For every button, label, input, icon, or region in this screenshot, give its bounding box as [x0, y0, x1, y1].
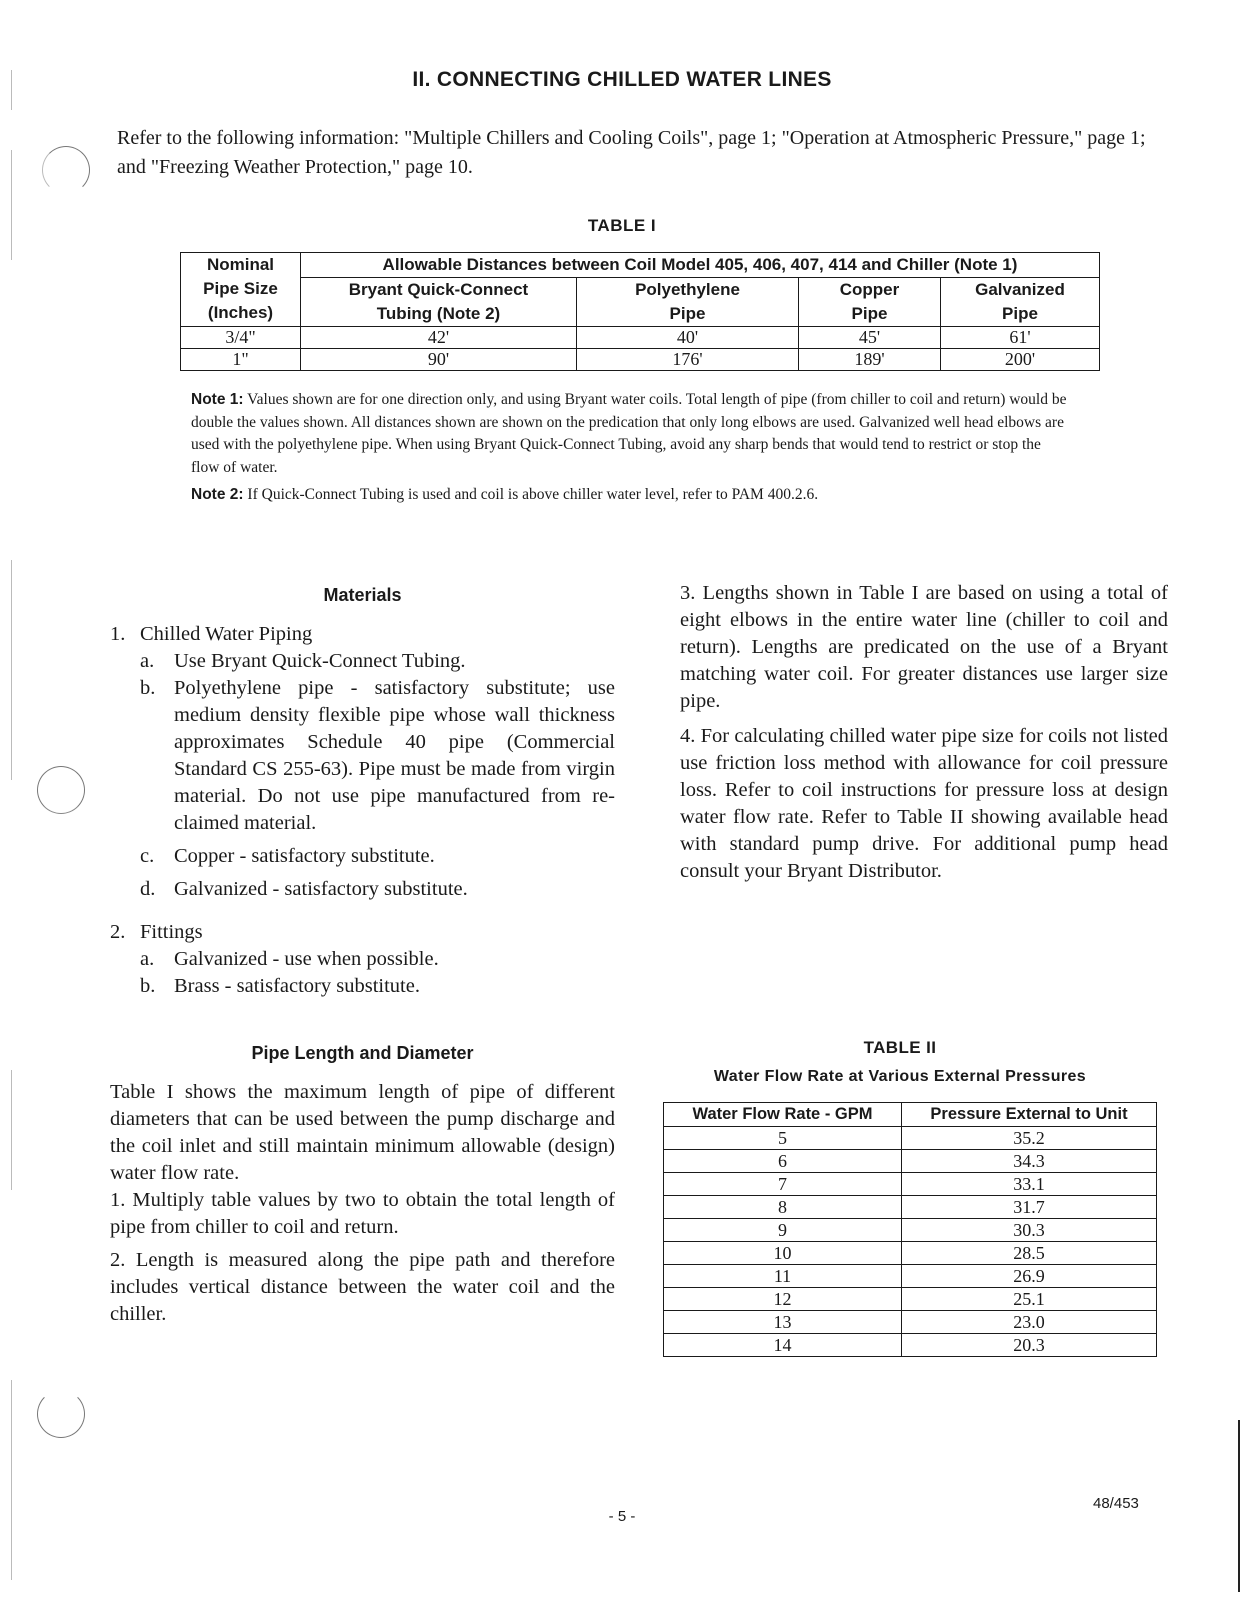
sub-text: Copper - satisfactory substitute.: [174, 845, 435, 867]
sub-label: a.: [140, 650, 155, 672]
table-row: [664, 1173, 1157, 1196]
table-cell: 90': [301, 349, 577, 371]
header-line: Pipe: [851, 304, 888, 323]
table-row: [664, 1150, 1157, 1173]
table-cell: 31.7: [902, 1196, 1157, 1219]
table-cell: 189': [799, 349, 941, 371]
pipe-length-heading: Pipe Length and Diameter: [251, 1043, 474, 1063]
document-code: 48/453: [1093, 1495, 1139, 1512]
item-number: 1.: [110, 623, 126, 645]
table-cell: 33.1: [902, 1173, 1157, 1196]
table2-subtitle: Water Flow Rate at Various External Pressures: [713, 1068, 1087, 1085]
intro-paragraph: Refer to the following information: "Multiple Chillers and Cooling Coils", page 1; "Operation at Atmospheric Pressure," page 1; and "Freezing Weather Protection," page 10.: [117, 127, 1146, 178]
sub-text: Brass - satisfactory substitute.: [174, 975, 420, 997]
item-label: Fittings: [140, 921, 203, 943]
table-row: [664, 1219, 1157, 1242]
table-cell: 34.3: [902, 1150, 1157, 1173]
header-line: Galvanized: [975, 280, 1065, 299]
table-cell: 12: [664, 1288, 902, 1311]
table-cell: 7: [664, 1173, 902, 1196]
punch-hole-icon: [37, 1390, 85, 1438]
table-cell: 9: [664, 1219, 902, 1242]
table1-allowable-distances: [180, 252, 1100, 371]
table1-col-copper: [799, 278, 941, 327]
sub-label: b.: [140, 975, 156, 997]
scan-edge-mark: [11, 1070, 12, 1190]
sub-label: c.: [140, 845, 155, 867]
header-line: Tubing (Note 2): [376, 304, 501, 323]
materials-item-2: [110, 919, 615, 946]
materials-sub-item: [110, 876, 615, 903]
pipe-length-point-3: 3. Lengths shown in Table I are based on using a total of eight elbows in the entire water line (chiller to coil and return). Lengths are predicated on the use of a Bryant matching water coil. For greater distances use larger size pipe.: [680, 582, 1168, 712]
table-row: [664, 1288, 1157, 1311]
sub-label: a.: [140, 948, 155, 970]
sub-text: Use Bryant Quick-Connect Tubing.: [174, 650, 466, 672]
table-cell: 42': [301, 327, 577, 349]
header-line: Pipe: [1002, 304, 1038, 323]
note-text: Values shown are for one direction only, and using Bryant water coils. Total length of pipe (from chiller to coil and return) would be double the values shown. All distances shown are shown on the predication that only long elbows are used. Galvanized well head elbows are used with the polyethylene pipe. When using Bryant Quick-Connect Tubing, avoid any sharp bends that would tend to restrict or stop the flow of water.: [191, 391, 1067, 476]
table-cell: 26.9: [902, 1265, 1157, 1288]
table1-caption: TABLE I: [587, 216, 657, 235]
table-row: [664, 1334, 1157, 1357]
table-cell: 35.2: [902, 1127, 1157, 1150]
pipe-length-point-4: 4. For calculating chilled water pipe size for coils not listed use friction loss method with allowance for coil pressure loss. Refer to coil instructions for pressure loss at design water flow rate. Refer to Table II showing available head with standard pump drive. For additional pump head consult your Bryant Distributor.: [680, 725, 1168, 882]
note-1: [191, 389, 1071, 479]
left-column: [110, 582, 615, 1328]
table2-header-pressure: Pressure External to Unit: [902, 1103, 1157, 1127]
sub-text: Galvanized - satisfactory substitute.: [174, 878, 468, 900]
table-row: [181, 349, 1100, 371]
header-line: Nominal: [206, 255, 275, 274]
table-cell: 28.5: [902, 1242, 1157, 1265]
spacer: [110, 903, 615, 919]
table-cell: 25.1: [902, 1288, 1157, 1311]
table-cell: 200': [941, 349, 1100, 371]
header-line: Polyethylene: [635, 280, 740, 299]
materials-sub-item: [110, 648, 615, 675]
right-column: [680, 580, 1168, 885]
table1-group-header: Allowable Distances between Coil Model 405, 406, 407, 414 and Chiller (Note 1): [301, 253, 1100, 278]
table-cell: 1": [181, 349, 301, 371]
table-cell: 45': [799, 327, 941, 349]
table1-row-header: [181, 253, 301, 327]
table-row: [664, 1242, 1157, 1265]
sub-text: Galvanized - use when possible.: [174, 948, 439, 970]
materials-sub-item: [110, 843, 615, 870]
header-line: Copper: [839, 280, 900, 299]
scan-edge-mark: [11, 1380, 12, 1580]
page-title: II. CONNECTING CHILLED WATER LINES: [412, 68, 832, 91]
spacer: [110, 1000, 615, 1040]
table-cell: 176': [577, 349, 799, 371]
table-row: [664, 1265, 1157, 1288]
table-cell: 3/4": [181, 327, 301, 349]
table-row: [664, 1196, 1157, 1219]
header-line: Pipe: [669, 304, 706, 323]
table2-flow-rate: [663, 1102, 1157, 1357]
note-label: Note 1:: [191, 391, 244, 408]
table1-col-polyethylene: [577, 278, 799, 327]
table1-notes: [191, 389, 1071, 512]
table2-header-flow: Water Flow Rate - GPM: [664, 1103, 902, 1127]
pipe-length-paragraph: Table I shows the maximum length of pipe of different diameters that can be used between the pump discharge and the coil inlet and still maintain minimum allowable (design) water flow rate.: [110, 1081, 615, 1184]
scan-edge-mark: [11, 150, 12, 260]
note-label: Note 2:: [191, 486, 244, 503]
materials-sub-item: [110, 946, 615, 973]
table-cell: 23.0: [902, 1311, 1157, 1334]
header-line: Bryant Quick-Connect: [348, 280, 529, 299]
table-row: [664, 1127, 1157, 1150]
materials-sub-item: [110, 675, 615, 837]
table-cell: 11: [664, 1265, 902, 1288]
note-text: If Quick-Connect Tubing is used and coil is above chiller water level, refer to PAM 400.2.6.: [247, 486, 819, 503]
scan-edge-mark: [11, 560, 12, 780]
item-number: 2.: [110, 921, 126, 943]
page-edge-line: [1238, 1420, 1240, 1592]
table-cell: 30.3: [902, 1219, 1157, 1242]
materials-heading: Materials: [323, 585, 402, 605]
pipe-length-point-1: 1. Multiply table values by two to obtain the total length of pipe from chiller to coil and return.: [110, 1189, 615, 1238]
table2-caption: TABLE II: [863, 1038, 937, 1057]
sub-label: d.: [140, 878, 156, 900]
materials-sub-item: [110, 973, 615, 1000]
table-cell: 40': [577, 327, 799, 349]
note-2: [191, 484, 1071, 507]
table1-col-quick-connect: [301, 278, 577, 327]
punch-hole-icon: [42, 146, 90, 194]
table1-col-galvanized: [941, 278, 1100, 327]
table-cell: 20.3: [902, 1334, 1157, 1357]
table-cell: 5: [664, 1127, 902, 1150]
sub-text: Polyethylene pipe - satisfactory substitute; use medium density flexible pipe whose wall thickness approximates Schedule 40 pipe (Commercial Standard CS 255-63). Pipe must be made from virgin material. Do not use pipe manufactured from re-claimed material.: [174, 677, 615, 834]
item-label: Chilled Water Piping: [140, 623, 313, 645]
table-row: [181, 327, 1100, 349]
pipe-length-point-2: 2. Length is measured along the pipe path and therefore includes vertical distance between the water coil and the chiller.: [110, 1249, 615, 1325]
table-cell: 8: [664, 1196, 902, 1219]
materials-item-1: [110, 621, 615, 648]
table-row: [664, 1311, 1157, 1334]
page-number: - 5 -: [608, 1508, 636, 1525]
table-cell: 6: [664, 1150, 902, 1173]
header-line: (Inches): [207, 303, 274, 322]
table-cell: 13: [664, 1311, 902, 1334]
table-cell: 10: [664, 1242, 902, 1265]
punch-hole-icon: [37, 766, 85, 814]
table-cell: 14: [664, 1334, 902, 1357]
header-line: Pipe Size: [203, 279, 278, 298]
sub-label: b.: [140, 677, 156, 699]
table-cell: 61': [941, 327, 1100, 349]
